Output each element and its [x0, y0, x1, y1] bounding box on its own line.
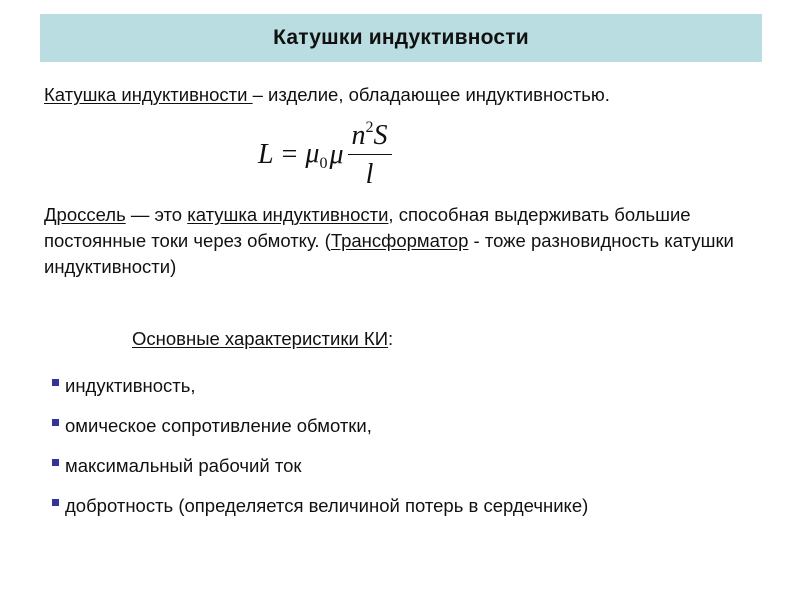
characteristics-list	[52, 366, 588, 526]
choke-paragraph	[44, 202, 764, 280]
bullet-square-icon	[52, 379, 59, 386]
formula-equals: =	[281, 139, 298, 170]
formula-fraction	[348, 119, 392, 191]
definition-text: – изделие, обладающее индуктивностью.	[252, 84, 610, 105]
inductance-formula	[258, 112, 392, 198]
link-inductor[interactable]: катушка индуктивности	[187, 204, 389, 225]
formula-mu0: $\mu_0$	[305, 137, 328, 172]
para-text-3: - тоже разновидность катушки индуктивности)	[44, 230, 734, 277]
characteristics-heading-text: Основные характеристики КИ	[132, 328, 389, 349]
link-choke[interactable]: Дроссель	[44, 204, 126, 225]
list-item	[52, 486, 588, 526]
bullet-square-icon	[52, 419, 59, 426]
list-item-text: омическое сопротивление обмотки,	[65, 415, 372, 436]
para-text-1: — это	[125, 204, 188, 225]
definition-line	[44, 82, 610, 108]
formula-mu: μ	[329, 139, 344, 170]
list-item-text: индуктивность,	[65, 375, 196, 396]
bullet-square-icon	[52, 459, 59, 466]
slide-title: Катушки индуктивности	[273, 26, 529, 49]
definition-term: Катушка индуктивности	[44, 84, 253, 105]
list-item	[52, 406, 588, 446]
list-item	[52, 366, 588, 406]
title-banner	[40, 14, 762, 62]
list-item-text: добротность (определяется величиной потерь в сердечнике)	[65, 495, 589, 516]
para-text-2: , способная выдерживать большие постоянные токи через обмотку. (	[44, 204, 691, 251]
characteristics-heading-colon: :	[388, 328, 394, 349]
formula-lhs: L	[258, 139, 274, 170]
characteristics-heading	[132, 326, 393, 352]
formula-numerator: $n^2S$	[348, 119, 392, 155]
link-transformer[interactable]: Трансформатор	[330, 230, 469, 251]
list-item-text: максимальный рабочий ток	[65, 455, 302, 476]
formula-denominator: l	[365, 159, 374, 190]
list-item	[52, 446, 588, 486]
bullet-square-icon	[52, 499, 59, 506]
